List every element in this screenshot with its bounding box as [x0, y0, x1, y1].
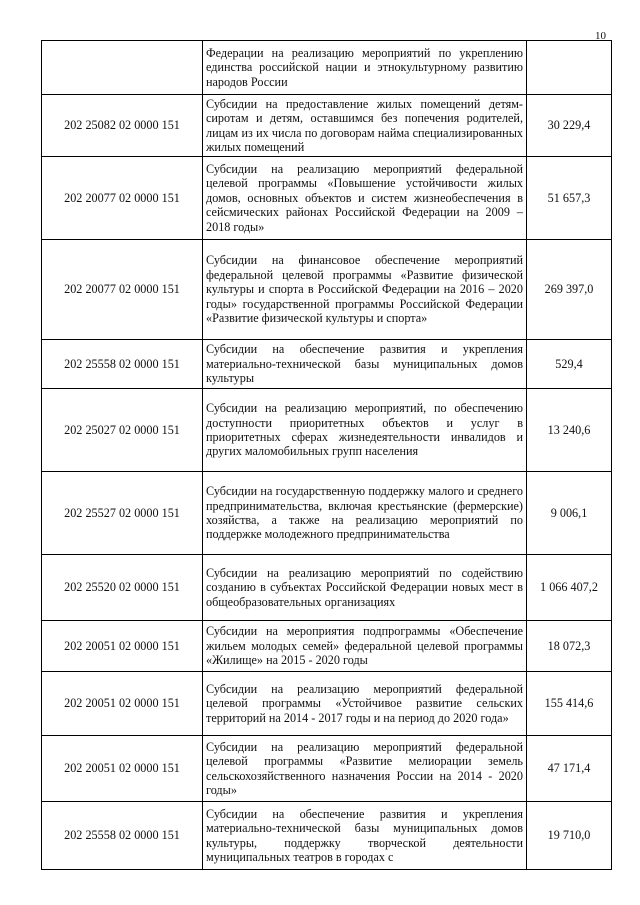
table-row: [42, 41, 612, 95]
budget-code-cell: 202 25027 02 0000 151: [42, 389, 203, 472]
page-number: 10: [595, 30, 606, 42]
description-cell: Субсидии на обеспечение развития и укрепления материально-технической базы муниципальных домов культуры: [203, 340, 527, 389]
amount-cell: 13 240,6: [527, 389, 612, 472]
description-cell: Субсидии на реализацию мероприятий федеральной целевой программы «Развитие мелиорации земель сельскохозяйственного назначения России на 2014 - 2020 годы»: [203, 736, 527, 802]
budget-code-cell: 202 25082 02 0000 151: [42, 95, 203, 157]
table-row: [42, 240, 612, 340]
amount-cell: 30 229,4: [527, 95, 612, 157]
budget-code-cell: [42, 41, 203, 95]
table-row: [42, 802, 612, 870]
table-row: [42, 621, 612, 672]
amount-cell: 9 006,1: [527, 472, 612, 555]
budget-code-cell: 202 20051 02 0000 151: [42, 736, 203, 802]
table-row: [42, 472, 612, 555]
budget-code-cell: 202 20077 02 0000 151: [42, 157, 203, 240]
description-cell: Субсидии на мероприятия подпрограммы «Обеспечение жильем молодых семей» федеральной целевой программы «Жилище» на 2015 - 2020 годы: [203, 621, 527, 672]
amount-cell: 269 397,0: [527, 240, 612, 340]
budget-code-cell: 202 25558 02 0000 151: [42, 802, 203, 870]
amount-cell: 155 414,6: [527, 672, 612, 736]
description-cell: Субсидии на реализацию мероприятий, по обеспечению доступности приоритетных объектов и услуг в приоритетных сферах жизнедеятельности инвалидов и других маломобильных групп населения: [203, 389, 527, 472]
table-row: [42, 736, 612, 802]
table-row: [42, 157, 612, 240]
amount-cell: 47 171,4: [527, 736, 612, 802]
subsidies-table: [41, 40, 612, 870]
budget-code-cell: 202 25527 02 0000 151: [42, 472, 203, 555]
budget-code-cell: 202 25520 02 0000 151: [42, 555, 203, 621]
description-cell: Субсидии на финансовое обеспечение мероприятий федеральной целевой программы «Развитие физической культуры и спорта в Российской Федерации на 2016 – 2020 годы» государственной программы Российской Федерации «Развитие физической культуры и спорта»: [203, 240, 527, 340]
amount-cell: 18 072,3: [527, 621, 612, 672]
budget-code-cell: 202 25558 02 0000 151: [42, 340, 203, 389]
budget-code-cell: 202 20051 02 0000 151: [42, 672, 203, 736]
table-row: [42, 340, 612, 389]
amount-cell: 529,4: [527, 340, 612, 389]
description-cell: Субсидии на реализацию мероприятий федеральной целевой программы «Повышение устойчивости жилых домов, основных объектов и систем жизнеобеспечения в сейсмических районах Российской Федерации на 2009 – 2018 годы»: [203, 157, 527, 240]
budget-code-cell: 202 20077 02 0000 151: [42, 240, 203, 340]
description-cell: Субсидии на реализацию мероприятий по содействию созданию в субъектах Российской Федерации новых мест в общеобразовательных организациях: [203, 555, 527, 621]
table-row: [42, 389, 612, 472]
budget-code-cell: 202 20051 02 0000 151: [42, 621, 203, 672]
amount-cell: 1 066 407,2: [527, 555, 612, 621]
description-cell: Субсидии на обеспечение развития и укрепления материально-технической базы муниципальных домов культуры, поддержку творческой деятельности муниципальных театров в городах с: [203, 802, 527, 870]
table-row: [42, 95, 612, 157]
amount-cell: [527, 41, 612, 95]
description-cell: Федерации на реализацию мероприятий по укреплению единства российской нации и этнокультурному развитию народов России: [203, 41, 527, 95]
amount-cell: 51 657,3: [527, 157, 612, 240]
amount-cell: 19 710,0: [527, 802, 612, 870]
description-cell: Субсидии на предоставление жилых помещений детям-сиротам и детям, оставшимся без попечения родителей, лицам из их числа по договорам найма специализированных жилых помещений: [203, 95, 527, 157]
description-cell: Субсидии на реализацию мероприятий федеральной целевой программы «Устойчивое развитие сельских территорий на 2014 - 2017 годы и на период до 2020 года»: [203, 672, 527, 736]
description-cell: Субсидии на государственную поддержку малого и среднего предпринимательства, включая крестьянские (фермерские) хозяйства, а также на реализацию мероприятий по поддержке молодежного предпринимательства: [203, 472, 527, 555]
table-row: [42, 672, 612, 736]
table-row: [42, 555, 612, 621]
